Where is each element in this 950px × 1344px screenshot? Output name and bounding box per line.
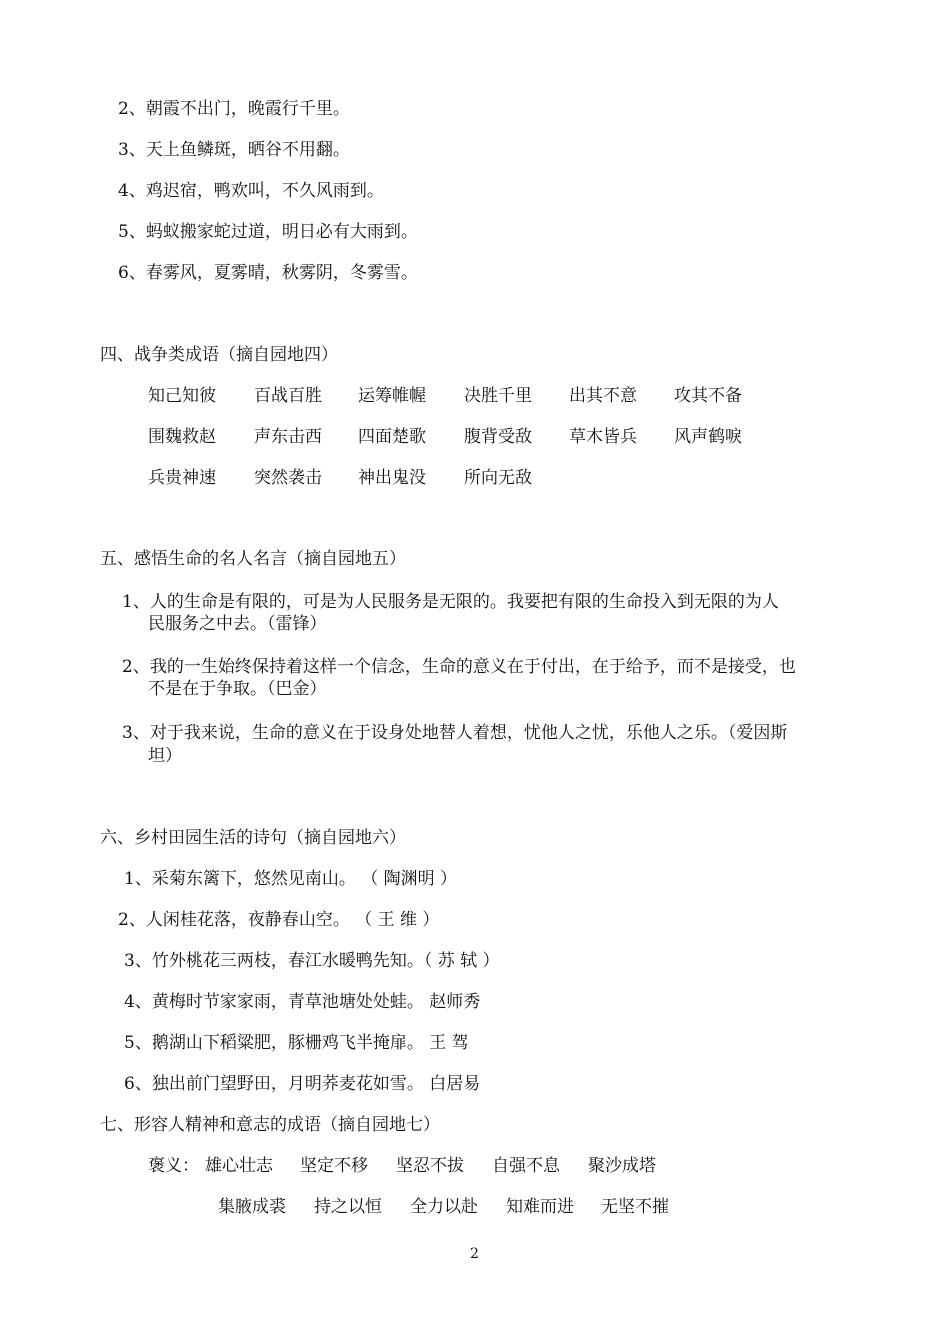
idiom: 运筹帷幄 — [358, 386, 426, 406]
proverb-line: 4、鸡迟宿，鸭欢叫，不久风雨到。 — [118, 181, 384, 201]
idiom: 草木皆兵 — [569, 427, 637, 447]
idiom: 四面楚歌 — [358, 427, 426, 447]
idiom: 腹背受敌 — [464, 427, 532, 447]
section-5-heading: 五、感悟生命的名人名言（摘自园地五） — [100, 549, 406, 569]
idiom: 无坚不摧 — [601, 1197, 669, 1217]
idiom: 聚沙成塔 — [588, 1156, 656, 1176]
idiom: 围魏救赵 — [148, 427, 216, 447]
idiom: 出其不意 — [569, 386, 637, 406]
idiom: 雄心壮志 — [205, 1156, 273, 1176]
idiom: 知难而进 — [506, 1197, 574, 1217]
quote-line: 3、对于我来说，生命的意义在于设身处地替人着想，忧他人之忧，乐他人之乐。（爱因斯 — [122, 723, 788, 743]
idiom: 坚定不移 — [300, 1156, 368, 1176]
poem-line: 3、竹外桃花三两枝，春江水暖鸭先知。（ 苏 轼 ） — [124, 951, 500, 971]
idiom: 神出鬼没 — [358, 468, 426, 488]
poem-line: 2、人闲桂花落，夜静春山空。 （ 王 维 ） — [118, 910, 440, 930]
idiom: 所向无敌 — [464, 468, 532, 488]
page-number: 2 — [470, 1246, 479, 1262]
idiom: 突然袭击 — [254, 468, 322, 488]
poem-line: 1、采菊东篱下，悠然见南山。 （ 陶渊明 ） — [124, 869, 458, 889]
quote-line: 1、人的生命是有限的，可是为人民服务是无限的。我要把有限的生命投入到无限的为人 — [122, 592, 779, 612]
section-4-heading: 四、战争类成语（摘自园地四） — [100, 345, 338, 365]
idiom: 百战百胜 — [254, 386, 322, 406]
poem-line: 4、黄梅时节家家雨，青草池塘处处蛙。 赵师秀 — [124, 992, 481, 1012]
quote-line-continued: 坦） — [148, 746, 182, 766]
idiom: 攻其不备 — [674, 386, 742, 406]
idiom: 风声鹤唳 — [674, 427, 742, 447]
quote-line-continued: 不是在于争取。（巴金） — [148, 679, 327, 699]
poem-line: 5、鹅湖山下稻粱肥，豚栅鸡飞半掩扉。 王 驾 — [124, 1033, 469, 1053]
idiom: 声东击西 — [254, 427, 322, 447]
idiom: 集腋成裘 — [218, 1197, 286, 1217]
proverb-line: 6、春雾风，夏雾晴，秋雾阴，冬雾雪。 — [118, 263, 418, 283]
section-7-heading: 七、形容人精神和意志的成语（摘自园地七） — [100, 1115, 440, 1135]
idiom: 知己知彼 — [148, 386, 216, 406]
idiom: 兵贵神速 — [148, 468, 216, 488]
idiom: 持之以恒 — [314, 1197, 382, 1217]
idiom: 坚忍不拔 — [396, 1156, 464, 1176]
idiom-label: 褒义： — [148, 1156, 199, 1176]
proverb-line: 5、蚂蚁搬家蛇过道，明日必有大雨到。 — [118, 222, 418, 242]
proverb-line: 2、朝霞不出门，晚霞行千里。 — [118, 99, 350, 119]
quote-line-continued: 民服务之中去。（雷锋） — [148, 614, 327, 634]
idiom: 全力以赴 — [410, 1197, 478, 1217]
section-6-heading: 六、乡村田园生活的诗句（摘自园地六） — [100, 828, 406, 848]
poem-line: 6、独出前门望野田，月明荞麦花如雪。 白居易 — [124, 1074, 481, 1094]
idiom: 自强不息 — [492, 1156, 560, 1176]
idiom: 决胜千里 — [464, 386, 532, 406]
proverb-line: 3、天上鱼鳞斑，晒谷不用翻。 — [118, 140, 350, 160]
quote-line: 2、我的一生始终保持着这样一个信念，生命的意义在于付出，在于给予，而不是接受，也 — [122, 657, 796, 677]
